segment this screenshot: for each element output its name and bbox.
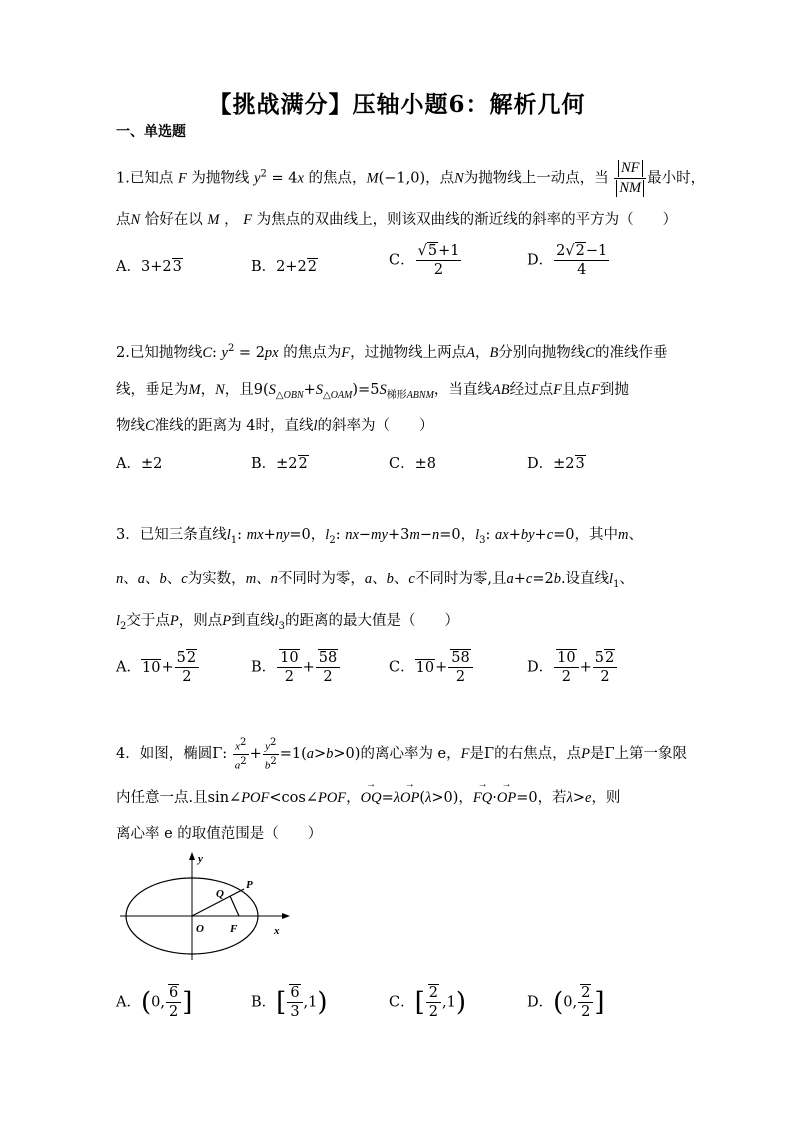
q-label: Q <box>216 888 224 900</box>
q1-option-d[interactable]: D． $\frac{2√2-1}{4}$ <box>527 243 608 278</box>
q1-option-b[interactable]: B．2+22 <box>251 259 317 275</box>
q2-option-d[interactable]: D．±23 <box>527 456 585 472</box>
page-title: 【挑战满分】压轴小题6：解析几何 <box>208 91 586 118</box>
q2-option-b[interactable]: B．±22 <box>251 456 308 472</box>
q1-option-a[interactable]: A．3+23 <box>116 259 182 275</box>
q4-option-d[interactable]: D．(0, $\frac{2}{2}$ ] <box>527 985 605 1020</box>
q3-option-a[interactable]: A．10+ $\frac{52}{2}$ <box>116 650 200 685</box>
segment-qf <box>230 896 239 916</box>
q2-line2: 线，垂足为M，N，且$9(S_{\triangle OBN}+S_{\triangle OAM})=5S_{梯形ABNM}$，当直线AB经过点F且点F到抛 <box>116 382 629 401</box>
q2-option-a[interactable]: A．±2 <box>116 456 163 472</box>
ellipse-figure <box>112 848 292 968</box>
q2-line1: 2.已知抛物线C: $y^2 = 2px$ 的焦点为F，过抛物线上两点A，B分别向抛物线C的准线作垂 <box>116 343 668 361</box>
q4-line2: 内任意一点.且sin∠POF<cos∠POF，→ OQ=λ→ OP(λ>0)，→ FQ·→ OP=0，若λ>e，则 <box>116 786 620 807</box>
q1-option-c[interactable]: C． $\frac{√5+1}{2}$ <box>389 243 460 278</box>
q1-line2: 点N 恰好在以 M ， F 为焦点的双曲线上，则该双曲线的渐近线的斜率的平方为（ ） <box>116 212 678 228</box>
q3-line3: $l_2$交于点P，则点P到直线$l_3$的距离的最大值是（ ） <box>116 613 460 632</box>
q4-line3: 离心率 e 的取值范围是（ ） <box>116 826 323 842</box>
y-axis-arrow <box>189 852 195 860</box>
q3-line1: 3．已知三条直线$l_1$: mx+ny=0，$l_2$: nx−my+3m−n=0，$l_3$: ax+by+c=0，其中m、 <box>116 527 643 546</box>
f-label: F <box>230 923 238 935</box>
q2-option-c[interactable]: C．±8 <box>389 456 436 472</box>
q2-line3: 物线C准线的距离为 4时，直线l的斜率为（ ） <box>116 418 434 434</box>
x-axis-arrow <box>282 913 290 919</box>
q4-option-b[interactable]: B．[ $\frac{6}{3}$ ,1) <box>251 985 328 1020</box>
q3-option-c[interactable]: C．10+ $\frac{58}{2}$ <box>389 650 474 685</box>
q4-option-c[interactable]: C．[ $\frac{2}{2}$ ,1) <box>389 985 466 1020</box>
x-label: x <box>274 925 280 937</box>
o-label: O <box>196 923 204 935</box>
q3-option-b[interactable]: B． $\frac{10}{2}$ + $\frac{58}{2}$ <box>251 650 341 685</box>
q4-option-a[interactable]: A．(0, $\frac{6}{2}$ ] <box>116 985 193 1020</box>
q4-line1: 4．如图，椭圆Γ: $\frac{x^2}{a^2}$ + $\frac{y^2}{b^2}$ =1(a>b>0)的离心率为 e，F是Γ的右焦点，点P是Γ上第一象限 <box>116 737 687 772</box>
q3-option-d[interactable]: D． $\frac{10}{2}$ + $\frac{52}{2}$ <box>527 650 618 685</box>
q1-line1: 1.已知点 F 为抛物线 $y^2 = 4x$ 的焦点，M(−1,0)，点N为抛物线上一动点，当 $\frac{NF}{NM}$ 最小时， <box>116 160 706 196</box>
p-label: P <box>246 879 253 891</box>
q3-line2: n、a、b、c为实数，m、n不同时为零，a、b、c不同时为零,且a+c=2b.设直线$l_1$、 <box>116 571 634 590</box>
section-heading: 一、单选题 <box>116 124 186 140</box>
y-label: y <box>198 853 203 865</box>
